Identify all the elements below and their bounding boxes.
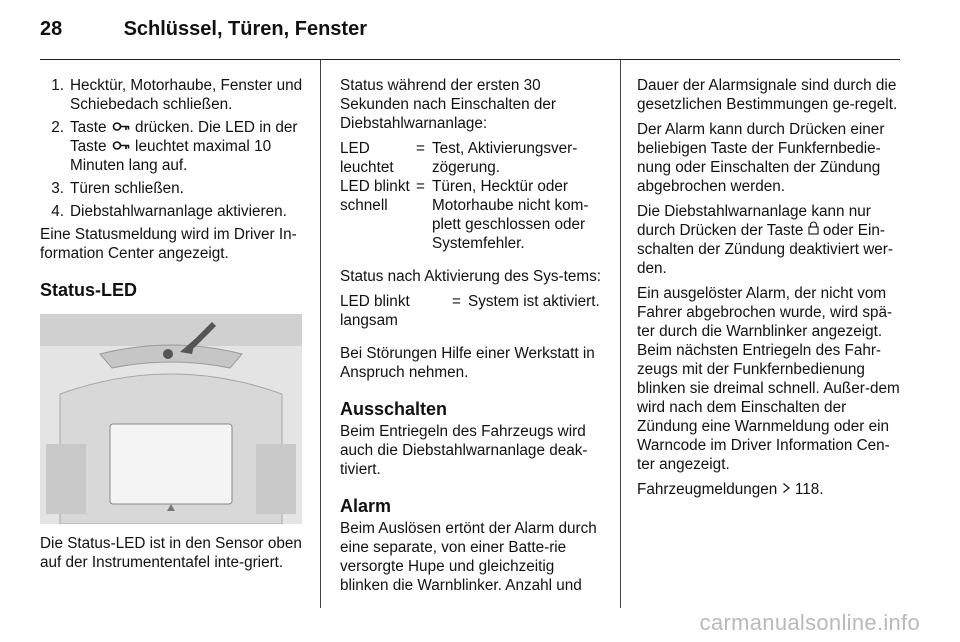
step-number: 3. — [51, 180, 64, 197]
table-term: LED blinkt schnell — [340, 178, 410, 214]
led-status-table-1 — [340, 139, 604, 253]
step-number: 1. — [51, 77, 64, 94]
step-text: Taste drücken. Die LED in der Taste leuchtet maximal 10 Minuten lang auf. — [70, 119, 298, 174]
triggered-alarm-paragraph: Ein ausgelöster Alarm, der nicht vom Fahrer abgebrochen wurde, wird spä-ter durch die Warnblinker angezeigt. Beim nächsten Entriegeln des Fahr-zeugs mit der Funkfernbedienung blinken sie dreimal schnell. Außer-dem wird nach dem Einschalten der Zündung eine Warnmeldung oder ein Warncode im Driver Information Cen-ter angezeigt. — [637, 285, 900, 473]
table-desc: System ist aktiviert. — [468, 293, 600, 310]
column-3 — [637, 76, 903, 505]
page-title: Schlüssel, Türen, Fenster — [123, 18, 367, 40]
reference-link[interactable]: 118. — [794, 481, 824, 498]
page-number: 28 — [40, 18, 63, 40]
heading-ausschalten: Ausschalten — [340, 399, 448, 419]
list-item — [40, 76, 306, 114]
page-reference-icon — [782, 482, 791, 497]
heading-alarm: Alarm — [340, 496, 392, 516]
step-number: 4. — [51, 203, 64, 220]
table-desc: Türen, Hecktür oder Motorhaube nicht kom-plett geschlossen oder Systemfehler. — [432, 178, 589, 252]
table-term: LED leuchtet — [340, 140, 394, 176]
status-message-paragraph: Eine Statusmeldung wird im Driver In-formation Center angezeigt. — [40, 226, 297, 262]
lock-key-icon — [111, 120, 131, 135]
deactivate-paragraph: Die Diebstahlwarnanlage kann nur durch Drücken der Taste oder Ein-schalten der Zündung deaktiviert wer-den. — [637, 203, 893, 277]
dashboard-illustration — [40, 314, 302, 524]
padlock-icon — [808, 223, 819, 238]
column-divider-1 — [320, 60, 321, 608]
column-1 — [40, 76, 306, 578]
table-term: LED blinkt langsam — [340, 293, 410, 329]
page-header — [40, 18, 367, 41]
alarm-paragraph: Beim Auslösen ertönt der Alarm durch eine separate, von einer Batte-rie versorgte Hupe und gleichzeitig blinken die Warnblinker. Anzahl und — [340, 520, 597, 594]
table-desc: Test, Aktivierungsver-zögerung. — [432, 140, 578, 176]
status-after-paragraph: Status nach Aktivierung des Sys-tems: — [340, 268, 602, 285]
ausschalten-paragraph: Beim Entriegeln des Fahrzeugs wird auch die Diebstahlwarnanlage deak-tiviert. — [340, 423, 588, 478]
column-2 — [340, 76, 604, 601]
vehicle-messages-reference: Fahrzeugmeldungen 118. — [637, 481, 824, 498]
step-text: Türen schließen. — [70, 180, 184, 197]
alarm-cancel-paragraph: Der Alarm kann durch Drücken einer beliebigen Taste der Funkfernbedie-nung oder Einschalten der Zündung abgebrochen werden. — [637, 121, 885, 195]
led-status-table-2 — [340, 292, 604, 330]
column-divider-2 — [620, 60, 621, 608]
subheading-status-led: Status-LED — [40, 280, 138, 300]
status-first-paragraph: Status während der ersten 30 Sekunden nach Einschalten der Diebstahlwarnanlage: — [340, 77, 557, 132]
table-eq: = — [416, 178, 425, 195]
steps-list — [40, 76, 306, 221]
table-eq: = — [452, 293, 461, 310]
step-text: Diebstahlwarnanlage aktivieren. — [70, 203, 287, 220]
list-item — [40, 179, 306, 198]
list-item — [40, 202, 306, 221]
figure-caption: Die Status-LED ist in den Sensor oben auf der Instrumententafel inte-griert. — [40, 535, 302, 571]
header-rule — [40, 59, 900, 60]
watermark: carmanualsonline.info — [699, 610, 920, 635]
faults-paragraph: Bei Störungen Hilfe einer Werkstatt in Anspruch nehmen. — [340, 345, 595, 381]
lock-key-icon — [111, 139, 131, 154]
alarm-duration-paragraph: Dauer der Alarmsignale sind durch die gesetzlichen Bestimmungen ge-regelt. — [637, 77, 898, 113]
step-text: Hecktür, Motorhaube, Fenster und Schiebedach schließen. — [70, 77, 303, 113]
list-item — [40, 118, 306, 175]
table-eq: = — [416, 140, 425, 157]
step-number: 2. — [51, 119, 64, 136]
